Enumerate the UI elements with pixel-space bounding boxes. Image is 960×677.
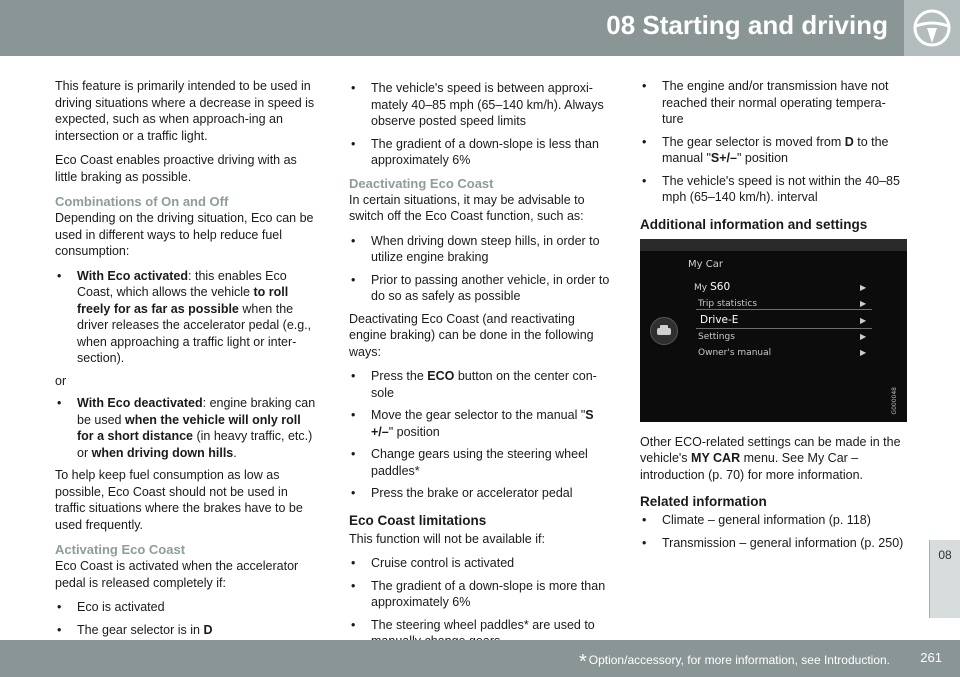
or-text: or — [55, 373, 67, 388]
list-item: • The steering wheel paddles* are used to — [349, 617, 615, 650]
list-item: • The gradient of a down-slope is less than approximately 6% — [349, 136, 615, 169]
arrow-right-icon: ▶ — [860, 331, 867, 341]
column-2 — [349, 80, 615, 656]
bullet-list — [349, 555, 615, 650]
car-icon — [650, 317, 678, 345]
arrow-right-icon: ▶ — [860, 315, 867, 325]
page-header — [0, 0, 960, 56]
arrow-right-icon: ▶ — [860, 298, 867, 308]
bullet-list — [349, 368, 615, 502]
bullet-list — [349, 80, 615, 169]
arrow-right-icon: ▶ — [860, 347, 867, 357]
list-item: • When driving down steep hills, in order to utilize engine braking — [349, 233, 615, 266]
paragraph: Eco Coast is activated when the accelerator pedal is released completely if: — [55, 559, 299, 590]
related-links — [640, 512, 907, 551]
screen-title: My Car — [688, 258, 723, 270]
chapter-title: 08 Starting and driving — [606, 10, 888, 40]
list-item: • Change gears using the steering wheel paddles* — [349, 446, 615, 479]
list-item: • The vehicle's speed is between approxi-mately 40–85 mph (65–140 km/h). Always observe posted speed limits — [349, 80, 615, 130]
bullet-list — [349, 233, 615, 305]
chapter-tab-label: 08 — [938, 548, 952, 562]
paragraph: This feature is primarily intended to be used in driving situations where a decrease in speed is expected, such as when approach-ing an intersection or a traffic light. — [55, 79, 315, 143]
image-code: G000048 — [890, 386, 898, 415]
list-item: • The gear selector is moved from D to the manual "S+/–" position — [640, 134, 907, 167]
list-item: • The gradient of a down-slope is more than approximately 6% — [349, 578, 615, 611]
screen-menu-item: Settings — [698, 331, 735, 342]
list-item: • Press the ECO button on the center con-sole — [349, 368, 615, 401]
bullet-list — [55, 395, 320, 461]
screen-top-bar — [640, 239, 907, 251]
list-item: • Cruise control is activated — [349, 555, 615, 572]
page-footer — [0, 640, 960, 677]
paragraph: In certain situations, it may be advisable to switch off the Eco Coast function, such as: — [349, 192, 585, 223]
page-number: 261 — [920, 650, 942, 665]
screen-menu-item: Owner's manual — [698, 347, 772, 358]
bullet-list — [55, 599, 320, 638]
my-car-screen-image — [640, 239, 907, 422]
related-link[interactable]: • Transmission – general information (p. 250) — [640, 535, 907, 552]
list-item: • Prior to passing another vehicle, in order to do so as safely as possible — [349, 272, 615, 305]
heading-limitations: Eco Coast limitations — [349, 512, 487, 528]
screen-model-row: My S60 — [694, 280, 731, 293]
steering-wheel-icon — [904, 0, 960, 56]
heading-additional: Additional information and settings — [640, 216, 868, 232]
bullet-list — [640, 78, 907, 206]
heading-related: Related information — [640, 494, 767, 509]
footnote: * Option/accessory, for more information, see Introduction. — [578, 651, 890, 673]
column-3 — [640, 78, 907, 557]
screen-menu-item: Trip statistics — [698, 298, 758, 309]
subheading-activating: Activating Eco Coast — [55, 542, 186, 557]
paragraph: Deactivating Eco Coast (and reactivating engine braking) can be done in the following ways: — [349, 311, 594, 359]
list-item: • With Eco activated: this enables Eco Coast, which allows the vehicle to roll freely for as far as possible when the driver releases the accelerator pedal (e.g., when approaching a traffic light or inter-section). — [55, 268, 320, 367]
column-1 — [55, 78, 320, 644]
screen-selected-item: Drive-E — [696, 309, 872, 329]
list-item: • Eco is activated — [55, 599, 320, 616]
list-item: • The vehicle's speed is not within the 40–85 mph (65–140 km/h). interval — [640, 173, 907, 206]
list-item: • With Eco deactivated: engine braking can be used when the vehicle will only roll for a short distance (in heavy traffic, etc.) or when driving down hills. — [55, 395, 320, 461]
paragraph: This function will not be available if: — [349, 531, 545, 546]
bullet-list — [55, 268, 320, 367]
list-item: • The engine and/or transmission have not reached their normal operating tempera-ture — [640, 78, 907, 128]
paragraph: Eco Coast enables proactive driving with as little braking as possible. — [55, 153, 297, 184]
asterisk-icon: * — [578, 651, 587, 673]
list-item: • Press the brake or accelerator pedal — [349, 485, 615, 502]
paragraph: Other ECO-related settings can be made in the vehicle's MY CAR menu. See My Car – introduction (p. 70) for more information. — [640, 434, 901, 482]
chapter-tab[interactable] — [929, 540, 960, 618]
related-link[interactable]: • Climate – general information (p. 118) — [640, 512, 907, 529]
list-item: • The gear selector is in D — [55, 622, 320, 639]
paragraph: Depending on the driving situation, Eco can be used in different ways to help reduce fuel consumption: — [55, 211, 314, 258]
subheading-combinations: Combinations of On and Off — [55, 194, 229, 209]
arrow-right-icon: ▶ — [860, 282, 867, 292]
subheading-deactivating: Deactivating Eco Coast — [349, 175, 494, 191]
paragraph: To help keep fuel consumption as low as possible, Eco Coast should not be used in traffic situations where the brakes have to be used frequently. — [55, 468, 303, 532]
list-item: • Move the gear selector to the manual "S +/–" position — [349, 407, 615, 440]
